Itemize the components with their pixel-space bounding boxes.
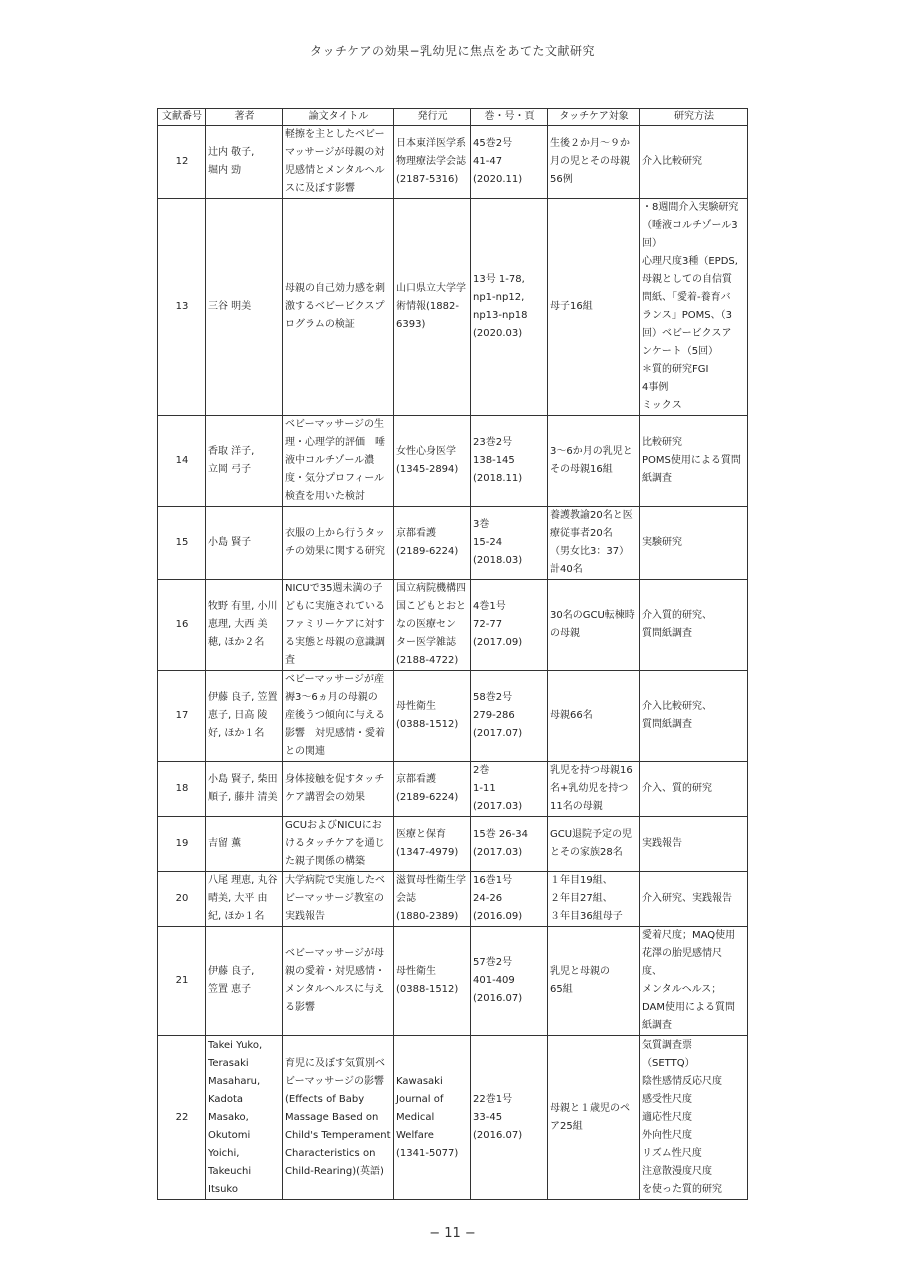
table-row	[158, 199, 748, 416]
table-row	[158, 126, 748, 199]
cell-number: 20	[158, 872, 206, 927]
cell-title: ベビーマッサージが産 褥3〜6ヵ月の母親の 産後うつ傾向に与える 影響 対児感情・愛着 との関連	[283, 671, 394, 762]
cell-target: 母親66名	[548, 671, 640, 762]
cell-publisher: 国立病院機構四 国こどもとおと なの医療セン ター医学雑誌 (2188-4722)	[394, 580, 471, 671]
page-number: − 11 −	[429, 1226, 476, 1241]
cell-title: 母親の自己効力感を刺 激するベビービクスプ ログラムの検証	[283, 199, 394, 416]
cell-number: 12	[158, 126, 206, 199]
cell-volume: 16巻1号 24-26 (2016.09)	[471, 872, 548, 927]
cell-publisher: 日本東洋医学系 物理療法学会誌 (2187-5316)	[394, 126, 471, 199]
cell-title: ベビーマッサージが母 親の愛着・対児感情・ メンタルヘルスに与え る影響	[283, 927, 394, 1036]
cell-title: 大学病院で実施したベ ビーマッサージ教室の 実践報告	[283, 872, 394, 927]
cell-volume: 13号 1-78, np1-np12, np13-np18 (2020.03)	[471, 199, 548, 416]
cell-method: 気質調査票 （SETTQ） 陰性感情反応尺度 感受性尺度 適応性尺度 外向性尺度 リズム性尺度 注意散漫度尺度 を使った質的研究	[640, 1036, 748, 1200]
cell-target: 母親と１歳児のペ ア25組	[548, 1036, 640, 1200]
cell-method: 比較研究 POMS使用による質問 紙調査	[640, 416, 748, 507]
cell-volume: 3巻 15-24 (2018.03)	[471, 507, 548, 580]
cell-author: 辻内 敬子, 堀内 勁	[206, 126, 283, 199]
page-header: タッチケアの効果−乳幼児に焦点をあてた文献研究	[309, 44, 596, 58]
cell-volume: 2巻 1-11 (2017.03)	[471, 762, 548, 817]
cell-volume: 58巻2号 279-286 (2017.07)	[471, 671, 548, 762]
cell-target: 30名のGCU転棟時 の母親	[548, 580, 640, 671]
cell-number: 16	[158, 580, 206, 671]
table-row	[158, 817, 748, 872]
col-header-target: タッチケア対象	[548, 109, 640, 126]
cell-volume: 57巻2号 401-409 (2016.07)	[471, 927, 548, 1036]
cell-publisher: 母性衛生 (0388-1512)	[394, 671, 471, 762]
col-header-volume: 巻・号・頁	[471, 109, 548, 126]
cell-method: 介入質的研究、 質問紙調査	[640, 580, 748, 671]
cell-title: 育児に及ぼす気質別ベ ビーマッサージの影響 (Effects of Baby Massage Based on Child's Temperament Characteristics on Child-Rearing)(英語)	[283, 1036, 394, 1200]
cell-target: 乳児と母親の 65組	[548, 927, 640, 1036]
cell-publisher: 母性衛生 (0388-1512)	[394, 927, 471, 1036]
cell-publisher: 京都看護 (2189-6224)	[394, 507, 471, 580]
cell-author: 香取 洋子, 立岡 弓子	[206, 416, 283, 507]
cell-volume: 45巻2号 41-47 (2020.11)	[471, 126, 548, 199]
cell-publisher: 京都看護 (2189-6224)	[394, 762, 471, 817]
cell-title: 軽擦を主としたベビー マッサージが母親の対 児感情とメンタルヘル スに及ぼす影響	[283, 126, 394, 199]
cell-title: 身体接触を促すタッチ ケア講習会の効果	[283, 762, 394, 817]
cell-number: 21	[158, 927, 206, 1036]
cell-number: 17	[158, 671, 206, 762]
cell-author: 三谷 明美	[206, 199, 283, 416]
cell-number: 15	[158, 507, 206, 580]
cell-method: ・8週間介入実験研究 （唾液コルチゾール3 回） 心理尺度3種（EPDS, 母親としての自信質 問紙、「愛着-養育バ ランス」POMS、（3 回）ベビービクスア ンケート（5回） ＊質的研究FGI 4事例 ミックス	[640, 199, 748, 416]
cell-method: 実験研究	[640, 507, 748, 580]
cell-author: 八尾 理恵, 丸谷 晴美, 大平 由 紀, ほか１名	[206, 872, 283, 927]
cell-number: 18	[158, 762, 206, 817]
cell-author: 伊藤 良子, 笠置 恵子	[206, 927, 283, 1036]
col-header-method: 研究方法	[640, 109, 748, 126]
cell-number: 19	[158, 817, 206, 872]
cell-publisher: 山口県立大学学 術情報(1882- 6393)	[394, 199, 471, 416]
cell-target: １年目19組、 ２年目27組、 ３年目36組母子	[548, 872, 640, 927]
cell-target: 生後２か月〜９か 月の児とその母親 56例	[548, 126, 640, 199]
col-header-number: 文献番号	[158, 109, 206, 126]
table-row	[158, 580, 748, 671]
table-row	[158, 927, 748, 1036]
cell-method: 介入比較研究、 質問紙調査	[640, 671, 748, 762]
cell-author: 吉留 薫	[206, 817, 283, 872]
table-row	[158, 1036, 748, 1200]
cell-title: ベビーマッサージの生 理・心理学的評価 唾 液中コルチゾール濃 度・気分プロフィール 検査を用いた検討	[283, 416, 394, 507]
table-row	[158, 762, 748, 817]
cell-target: GCU退院予定の児 とその家族28名	[548, 817, 640, 872]
cell-author: 伊藤 良子, 笠置 恵子, 日高 陵 好, ほか１名	[206, 671, 283, 762]
col-header-title: 論文タイトル	[283, 109, 394, 126]
cell-number: 13	[158, 199, 206, 416]
table-row	[158, 671, 748, 762]
cell-target: 養護教諭20名と医 療従事者20名 （男女比3：37） 計40名	[548, 507, 640, 580]
literature-table	[157, 108, 748, 1200]
cell-publisher: 滋賀母性衛生学 会誌 (1880-2389)	[394, 872, 471, 927]
cell-number: 22	[158, 1036, 206, 1200]
cell-method: 実践報告	[640, 817, 748, 872]
cell-volume: 22巻1号 33-45 (2016.07)	[471, 1036, 548, 1200]
cell-publisher: 医療と保育 (1347-4979)	[394, 817, 471, 872]
table-header-row	[158, 109, 748, 126]
cell-target: 3〜6か月の乳児と その母親16組	[548, 416, 640, 507]
cell-method: 介入、質的研究	[640, 762, 748, 817]
cell-volume: 4巻1号 72-77 (2017.09)	[471, 580, 548, 671]
cell-author: 小島 賢子	[206, 507, 283, 580]
table-row	[158, 507, 748, 580]
cell-target: 母子16組	[548, 199, 640, 416]
cell-title: GCUおよびNICUにお けるタッチケアを通じ た親子関係の構築	[283, 817, 394, 872]
col-header-author: 著者	[206, 109, 283, 126]
col-header-publisher: 発行元	[394, 109, 471, 126]
table-row	[158, 872, 748, 927]
cell-author: 牧野 有里, 小川 恵理, 大西 美 穂, ほか２名	[206, 580, 283, 671]
cell-method: 愛着尺度；MAQ使用 花澤の胎児感情尺 度、 メンタルヘルス； DAM使用による質問 紙調査	[640, 927, 748, 1036]
cell-volume: 23巻2号 138-145 (2018.11)	[471, 416, 548, 507]
cell-author: 小島 賢子, 柴田 順子, 藤井 清美	[206, 762, 283, 817]
cell-method: 介入研究、実践報告	[640, 872, 748, 927]
cell-title: NICUで35週未満の子 どもに実施されている ファミリーケアに対す る実態と母親の意識調 査	[283, 580, 394, 671]
cell-publisher: 女性心身医学 (1345-2894)	[394, 416, 471, 507]
cell-method: 介入比較研究	[640, 126, 748, 199]
cell-number: 14	[158, 416, 206, 507]
cell-volume: 15巻 26-34 (2017.03)	[471, 817, 548, 872]
cell-author: Takei Yuko, Terasaki Masaharu, Kadota Masako, Okutomi Yoichi, Takeuchi Itsuko	[206, 1036, 283, 1200]
cell-publisher: Kawasaki Journal of Medical Welfare (1341-5077)	[394, 1036, 471, 1200]
cell-title: 衣服の上から行うタッ チの効果に関する研究	[283, 507, 394, 580]
cell-target: 乳児を持つ母親16 名+乳幼児を持つ 11名の母親	[548, 762, 640, 817]
table-row	[158, 416, 748, 507]
